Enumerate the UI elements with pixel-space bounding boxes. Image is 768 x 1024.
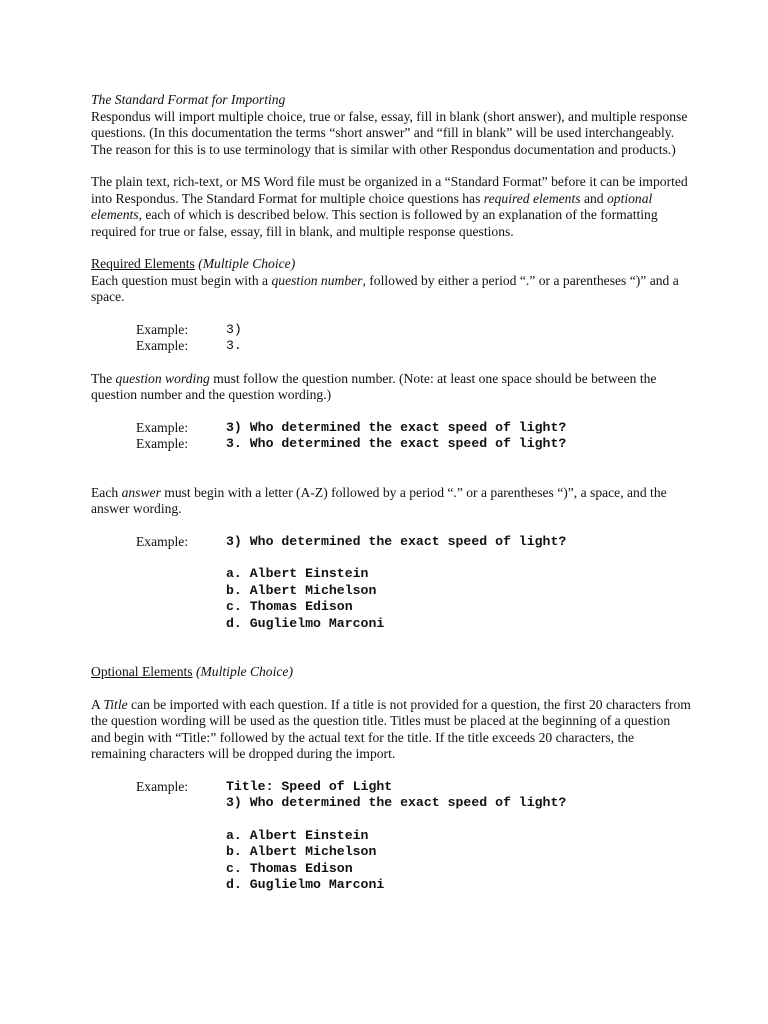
optional-elements-term: optional elements <box>91 190 653 222</box>
example-row <box>136 338 691 355</box>
answer-line: c. Thomas Edison <box>226 860 353 876</box>
example-label: Example: <box>136 436 189 451</box>
example-label: Example: <box>136 338 189 353</box>
intro-paragraph-1: Respondus will import multiple choice, true or false, essay, fill in blank (short answer), and multiple response questions. (In this documentation the terms “short answer” and “fill in blank” will be used interchangeably. The reason for this is to use terminology that is similar with other Respondus documentation and products.) <box>91 108 688 157</box>
example-question: 3) Who determined the exact speed of light? <box>226 533 567 549</box>
title-text-a: A <box>91 696 104 712</box>
example-row <box>136 436 691 453</box>
wording-text-b: must follow the question number. (Note: at least one space should be between the question number and the question wording.) <box>91 370 657 402</box>
optional-heading-text: Optional Elements <box>91 664 193 679</box>
example-question: 3) Who determined the exact speed of light? <box>226 419 567 435</box>
title-text-b: can be imported with each question. If a title is not provided for a question, the first 20 characters from the question wording will be used as the question title. Titles must be placed at the beginning of a question and begin with “Title:” followed by the actual text for the title. If the title exceeds 20 characters, the remaining characters will be dropped during the import. <box>91 696 691 761</box>
document-page <box>91 92 691 894</box>
wording-text-a: The <box>91 370 116 386</box>
example-label: Example: <box>136 778 189 794</box>
answer-line: c. Thomas Edison <box>226 599 353 614</box>
example-title: Title: Speed of Light <box>226 778 393 794</box>
section-title: The Standard Format for Importing <box>91 92 286 107</box>
example-number-paren: 3) <box>226 321 242 337</box>
answer-line: d. Guglielmo Marconi <box>226 615 385 631</box>
question-wording-term: question wording <box>115 370 210 386</box>
required-heading <box>91 256 691 273</box>
example-question: 3) Who determined the exact speed of light? <box>226 795 567 810</box>
example-label: Example: <box>136 321 189 337</box>
example-row <box>136 420 691 437</box>
answer-text-b: must begin with a letter (A-Z) followed by a period “.” or a parentheses “)”, a space, and the answer wording. <box>91 484 667 516</box>
answer-line: b. Albert Michelson <box>226 582 377 598</box>
required-heading-note: (Multiple Choice) <box>194 256 296 271</box>
answer-line: a. Albert Einstein <box>226 827 369 843</box>
example-label: Example: <box>136 419 189 435</box>
question-wording-paragraph <box>91 371 691 404</box>
example-row <box>136 322 691 339</box>
answer-text-a: Each <box>91 484 122 500</box>
intro-p2-text-a: The plain text, rich-text, or MS Word file must be organized in a “Standard Format” before it can be imported into Respondus. The Standard Format for multiple choice questions has <box>91 174 688 206</box>
required-elements-term: required elements <box>483 190 581 206</box>
answer-line: a. Albert Einstein <box>226 566 369 581</box>
optional-heading <box>91 664 691 681</box>
question-number-paragraph <box>91 273 691 306</box>
optional-heading-note: (Multiple Choice) <box>192 664 293 679</box>
example-row <box>136 779 691 796</box>
title-paragraph <box>91 697 691 763</box>
qnum-text-a: Each question must begin with a <box>91 272 272 288</box>
question-number-term: question number <box>271 272 363 288</box>
intro-p2-text-c: , each of which is described below. This section is followed by an explanation of the formatting required for true or false, essay, fill in blank, and multiple response questions. <box>91 207 658 239</box>
answer-line: b. Albert Michelson <box>226 844 377 859</box>
intro-p2-text-b: and <box>580 190 607 206</box>
title-term: Title <box>103 696 128 712</box>
qnum-text-b: , followed by either a period “.” or a parentheses “)” and a space. <box>91 272 679 304</box>
required-heading-text: Required Elements <box>91 256 195 271</box>
example-row <box>136 534 691 551</box>
answer-paragraph <box>91 485 691 518</box>
answer-term: answer <box>121 484 161 500</box>
example-label: Example: <box>136 533 189 549</box>
example-number-period: 3. <box>226 338 242 353</box>
answer-line: d. Guglielmo Marconi <box>226 877 385 892</box>
example-question: 3. Who determined the exact speed of light? <box>226 436 567 451</box>
intro-paragraph-2 <box>91 174 691 240</box>
